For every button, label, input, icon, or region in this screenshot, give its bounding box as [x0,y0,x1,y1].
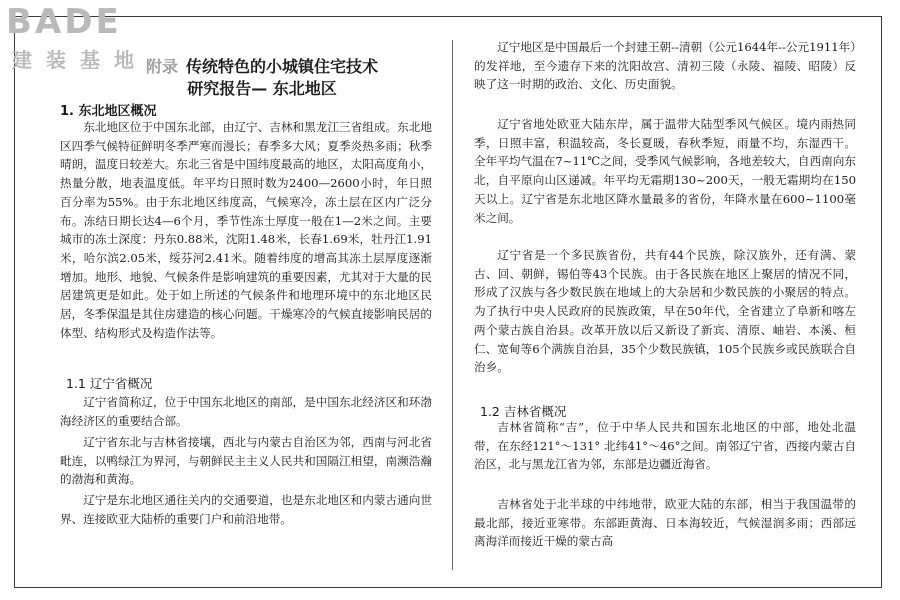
paragraph-liaoning-location: 辽宁省简称辽，位于中国东北地区的南部，是中国东北经济区和环渤海经济区的重要结合部。 [60,395,432,428]
appendix-label: 附录 [145,57,178,76]
paragraph-liaoning-ethnic: 辽宁省是一个多民族省份，共有44个民族，除汉族外，还有满、蒙古、回、朝鲜，锡伯等43个民族。由于各民族在地区上聚居的情况不同，形成了汉族与各少数民族在地域上的大杂居和少数民族的小聚居的特点。为了执行中央人民政府的民族政策，早在50年代，全省建立了阜新和喀左两个蒙古族自治县。改革开放以后又新设了新宾、清原、岫岩、本溪、桓仁、宽甸等6个满族自治县，35个少数民族镇，105个民族乡或民族联合自治乡。 [474,248,856,375]
paragraph-qing-dynasty: 辽宁地区是中国最后一个封建王朝--清朝（公元1644年--公元1911年）的发祥地，至今遗存下来的沈阳故宫、清初三陵（永陵、福陵、昭陵）反映了这一时期的政治、文化、历史面貌。 [474,40,856,92]
section-heading-northeast: 1. 东北地区概况 [60,104,157,119]
column-divider [452,40,453,570]
watermark-subtitle: 建装基地 [12,48,148,72]
paragraph-liaoning-transport: 辽宁是东北地区通往关内的交通要道，也是东北地区和内蒙古通向世界、连接欧亚大陆桥的重要门户和前沿地带。 [60,493,432,526]
paragraph-liaoning-borders: 辽宁省东北与吉林省接壤，西北与内蒙古自治区为邻，西南与河北省毗连，以鸭绿江为界河，与朝鲜民主主义人民共和国隔江相望，南濒浩瀚的渤海和黄海。 [60,435,432,487]
title-line-2: 研究报告— 东北地区 [187,79,337,98]
paragraph-northeast-overview: 东北地区位于中国东北部，由辽宁、吉林和黑龙江三省组成。东北地区四季气候特征鲜明冬季严寒而漫长；春季多大风；夏季炎热多雨；秋季晴朗，温度日较差大。东北三省是中国纬度最高的地区，太阳高度角小，热量分散，地表温度低。年平均日照时数为2400—2600小时，年日照百分率为55%。由于东北地区纬度高，气候寒冷，冻土层在区内广泛分布。冻结日期长达4—6个月，季节性冻土厚度一般在1—2米之间。主要城市的冻土深度：丹东0.88米，沈阳1.48米，长春1.69米，牡丹江1.91米，哈尔滨2.05米，绥芬河2.41米。随着纬度的增高其冻土层厚度逐渐增加。地形、地貌、气候条件是影响建筑的重要因素，尤其对于大量的民居建筑更是如此。处于如上所述的气候条件和地理环境中的东北地区民居，冬季保温是其住房建造的核心问题。干燥寒冷的气候直接影响民居的体型、结构形式及构造作法等。 [60,120,432,340]
paragraph-jilin-climate: 吉林省处于北半球的中纬地带，欧亚大陆的东部，相当于我国温带的最北部，接近亚寒带。东部距黄海、日本海较近，气候湿润多雨；西部远离海洋而接近干燥的蒙古高 [474,497,856,549]
paragraph-jilin-location: 吉林省简称“吉”，位于中华人民共和国东北地区的中部，地处北温带，在东经121°～131° 北纬41°～46°之间。南邻辽宁省，西接内蒙古自治区，北与黑龙江省为邻，东部是边疆近海省。 [474,420,856,472]
subsection-heading-liaoning: 1.1 辽宁省概况 [66,376,153,391]
subsection-heading-jilin: 1.2 吉林省概况 [480,404,567,419]
paragraph-liaoning-climate: 辽宁省地处欧亚大陆东岸，属于温带大陆型季风气候区。境内雨热同季，日照丰富，积温较高，冬长夏暖，春秋季短，雨量不均，东湿西干。全年平均气温在7~11℃之间，受季风气候影响，各地差较大，自西南向东北，自平原向山区递减。年平均无霜期130~200天，一般无霜期均在150天以上。辽宁省是东北地区降水量最多的省份，年降水量在600~1100毫米之间。 [474,117,856,225]
title-line-1: 传统特色的小城镇住宅技术 [186,57,379,76]
report-title [112,56,412,100]
watermark-brand: BADE [6,2,122,42]
